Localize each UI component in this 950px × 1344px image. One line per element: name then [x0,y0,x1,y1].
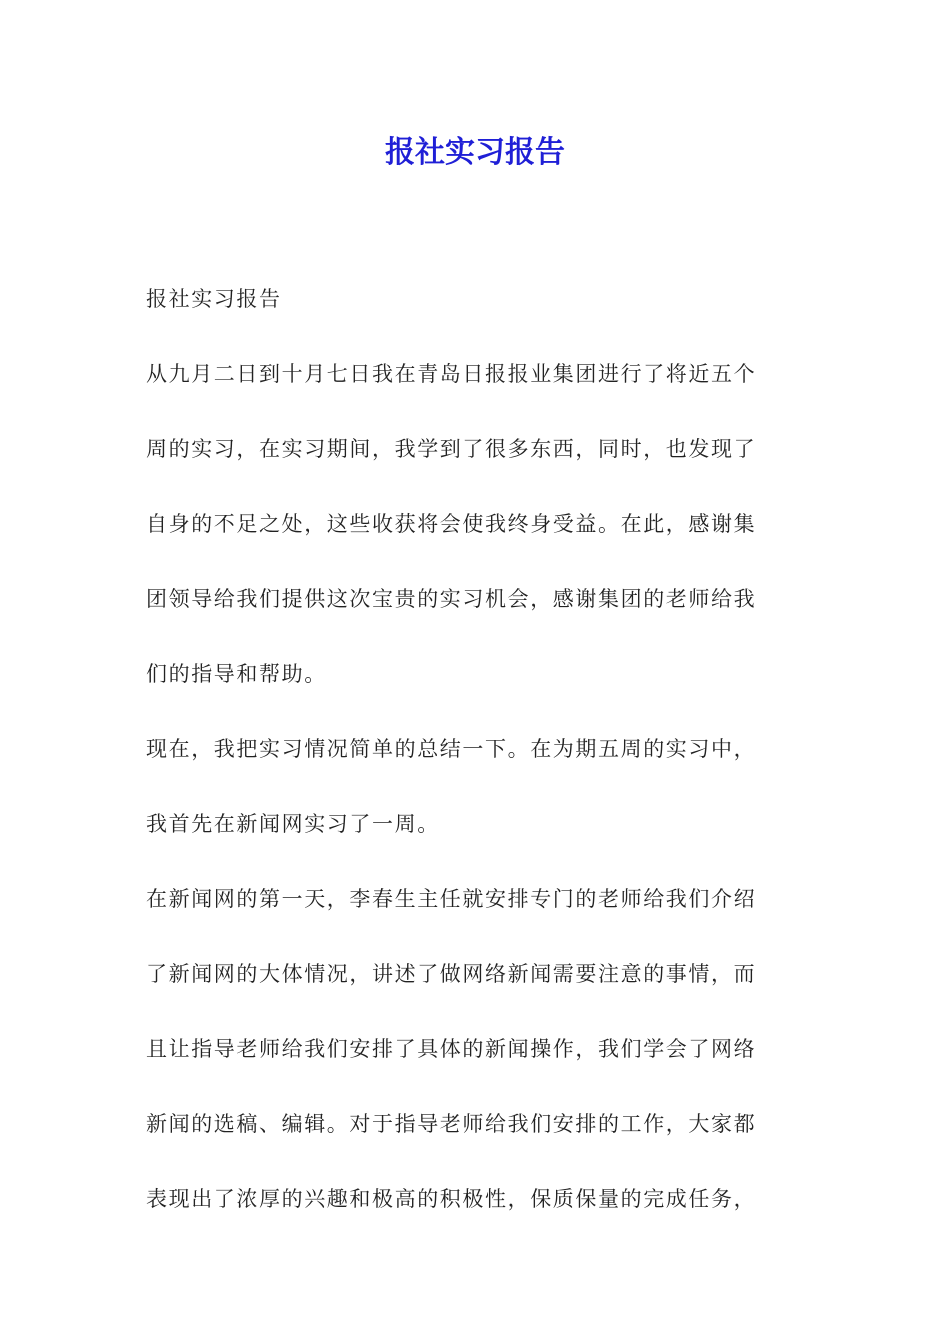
paragraph-line: 且让指导老师给我们安排了具体的新闻操作，我们学会了网络 [146,1037,757,1061]
paragraph-intro [146,337,806,712]
paragraph-line: 我首先在新闻网实习了一周。 [146,812,440,836]
paragraph-line: 周的实习，在实习期间，我学到了很多东西，同时，也发现了 [146,437,757,461]
paragraph-news-network [146,862,806,1237]
paragraph-line: 从九月二日到十月七日我在青岛日报报业集团进行了将近五个 [146,362,757,386]
paragraph-line: 新闻的选稿、编辑。对于指导老师给我们安排的工作，大家都 [146,1112,757,1136]
document-body [146,262,806,1237]
paragraph-line: 了新闻网的大体情况，讲述了做网络新闻需要注意的事情，而 [146,962,757,986]
paragraph-line: 现在，我把实习情况简单的总结一下。在为期五周的实习中， [146,737,757,761]
document-title: 报社实习报告 [385,135,565,170]
paragraph-subtitle [146,262,806,337]
paragraph-line: 报社实习报告 [146,287,282,311]
paragraph-line: 在新闻网的第一天，李春生主任就安排专门的老师给我们介绍 [146,887,757,911]
paragraph-line: 自身的不足之处，这些收获将会使我终身受益。在此，感谢集 [146,512,757,536]
paragraph-line: 表现出了浓厚的兴趣和极高的积极性，保质保量的完成任务， [146,1187,757,1211]
paragraph-line: 们的指导和帮助。 [146,662,327,686]
paragraph-summary [146,712,806,862]
paragraph-line: 团领导给我们提供这次宝贵的实习机会，感谢集团的老师给我 [146,587,757,611]
